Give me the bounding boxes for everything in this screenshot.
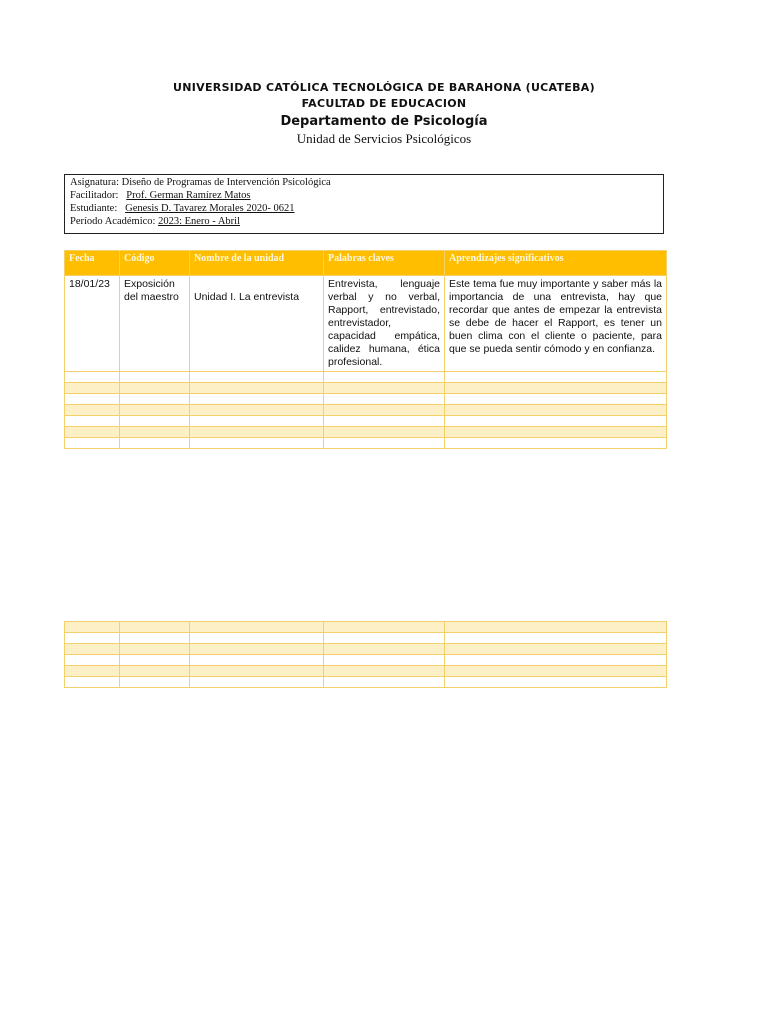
empty-row [65, 427, 667, 438]
continuation-table [64, 621, 667, 688]
cell-aprendizajes: Este tema fue muy importante y saber más la importancia de una entrevista, hay que recordar que antes de empezar la entrevista se debe de hacer el Rapport, es tener un buen clima con el cliente o paciente, para que se pueda sentir cómodo y en confianza. [445, 276, 667, 372]
periodo-value: 2023: Enero - Abril [158, 216, 241, 227]
course-info-box [64, 174, 664, 234]
learning-table [64, 250, 667, 449]
empty-row [65, 372, 667, 383]
empty-row [65, 633, 667, 644]
asignatura-value: Diseño de Programas de Intervención Psicológica [121, 177, 331, 188]
cell-fecha: 18/01/23 [65, 276, 120, 372]
unit-name: Unidad de Servicios Psicológicos [296, 131, 472, 146]
cell-nombre: Unidad I. La entrevista [190, 276, 324, 372]
header-palabras: Palabras claves [324, 251, 445, 276]
table-row [65, 276, 667, 372]
header-codigo: Código [120, 251, 190, 276]
periodo-label: Período Académico: [70, 216, 156, 227]
empty-row [65, 405, 667, 416]
empty-row [65, 644, 667, 655]
estudiante-label: Estudiante: [70, 203, 118, 214]
estudiante-value: Genesis D. Tavarez Morales 2020- 0621 [125, 203, 295, 214]
header-nombre: Nombre de la unidad [190, 251, 324, 276]
table-header-row [65, 251, 667, 276]
facilitador-label: Facilitador: [70, 190, 119, 201]
cell-palabras: Entrevista, lenguaje verbal y no verbal, Rapport, entrevistado, entrevistador, capacidad empática, calidez humana, ética profesional. [324, 276, 445, 372]
faculty-name: FACULTAD DE EDUCACION [301, 97, 467, 110]
department-name: Departamento de Psicología [280, 114, 488, 129]
empty-row [65, 416, 667, 427]
asignatura-line [70, 176, 658, 189]
university-name: UNIVERSIDAD CATÓLICA TECNOLÓGICA DE BARAHONA (UCATEBA) [173, 81, 595, 94]
empty-row [65, 383, 667, 394]
empty-row [65, 655, 667, 666]
facilitador-value: Prof. German Ramírez Matos [126, 190, 251, 201]
header-aprendizajes: Aprendizajes significativos [445, 251, 667, 276]
empty-row [65, 677, 667, 688]
asignatura-label: Asignatura: [70, 177, 119, 188]
cell-codigo: Exposición del maestro [120, 276, 190, 372]
header-fecha: Fecha [65, 251, 120, 276]
estudiante-line [70, 202, 658, 215]
document-header [0, 80, 768, 147]
periodo-line [70, 215, 658, 228]
facilitador-line [70, 189, 658, 202]
empty-row [65, 438, 667, 449]
empty-row [65, 622, 667, 633]
empty-row [65, 666, 667, 677]
empty-row [65, 394, 667, 405]
